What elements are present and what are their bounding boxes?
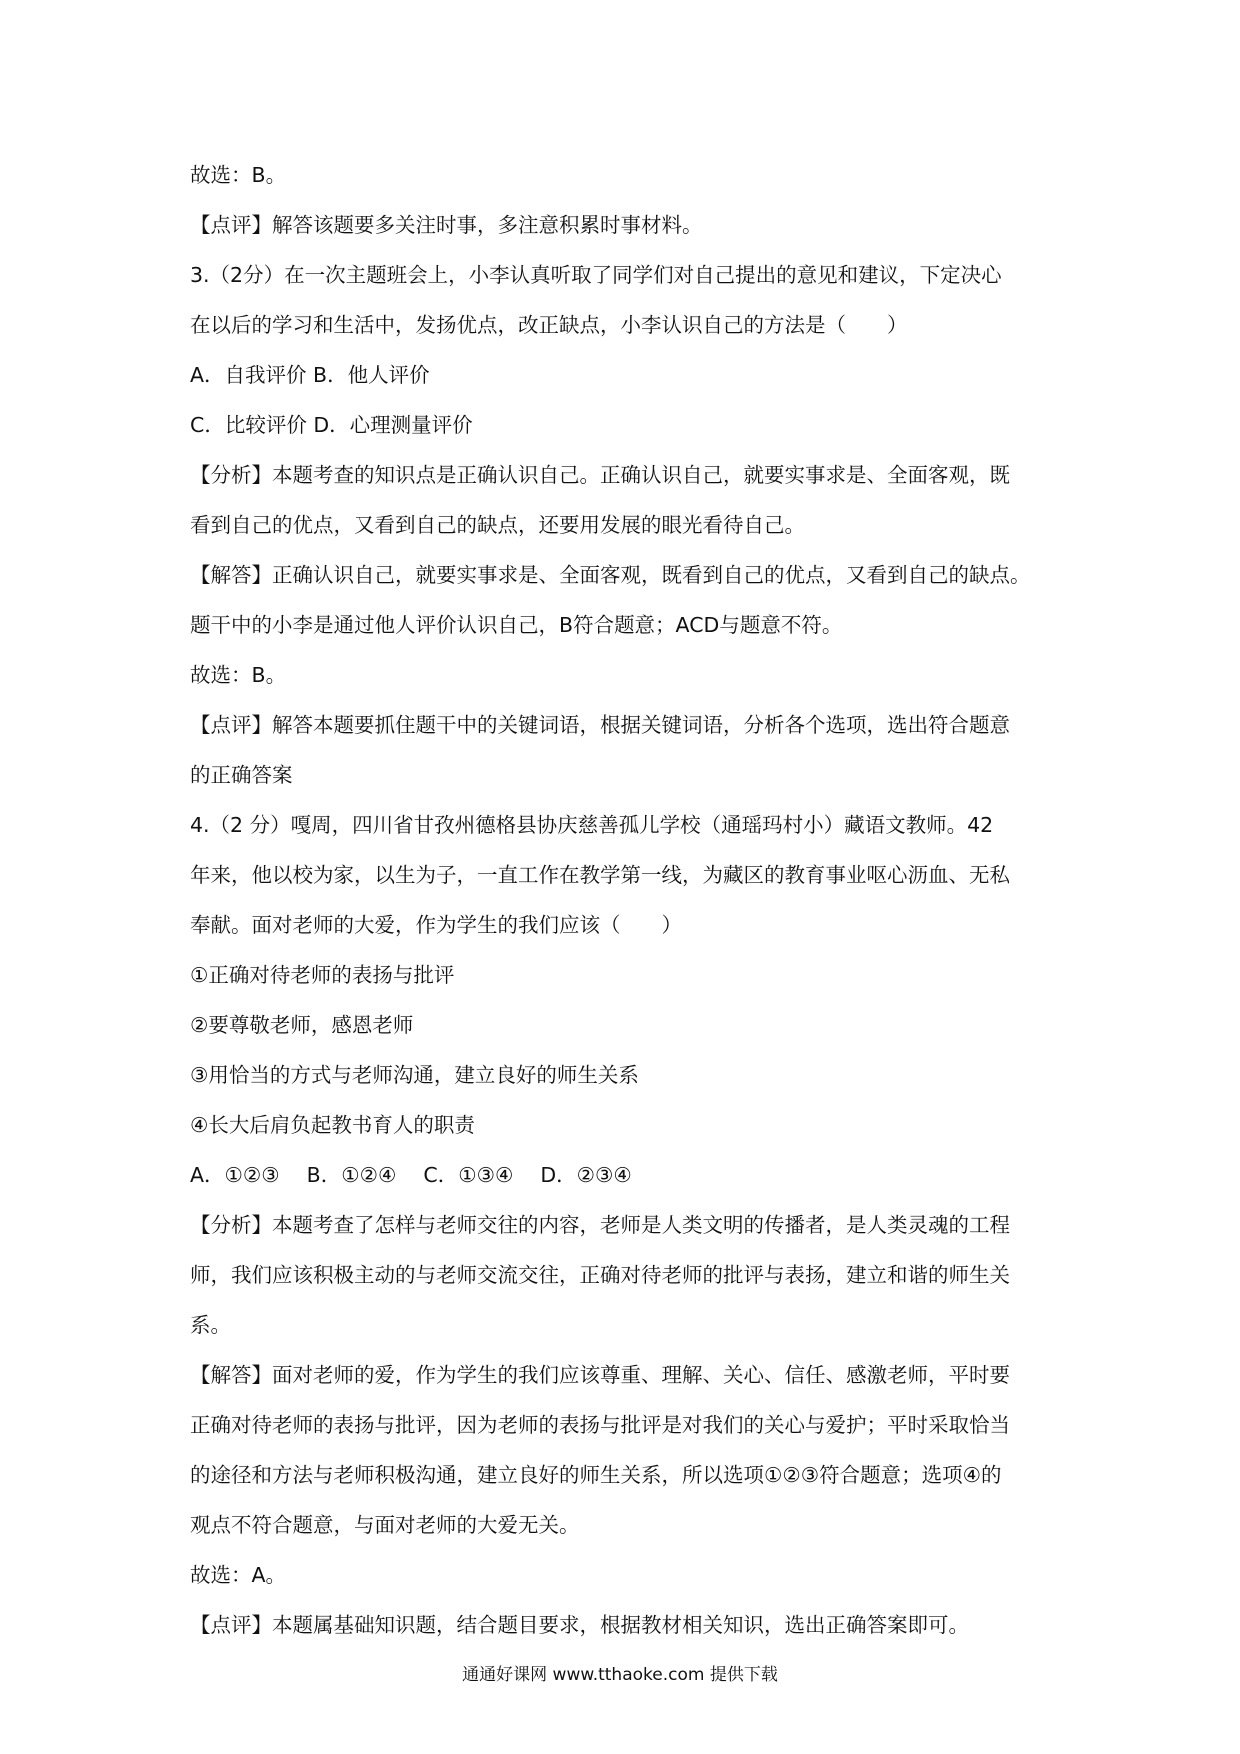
option-line: C．比较评价 D．心理测量评价 [190,413,473,437]
question-stem-line: 奉献。面对老师的大爱，作为学生的我们应该（ ） [190,913,682,937]
analysis-line: 【分析】本题考查了怎样与老师交往的内容，老师是人类文明的传播者，是人类灵魂的工程 [190,1213,1010,1237]
q3-analysis [190,450,1060,550]
q4-solution [190,1350,1060,1550]
q3-comment [190,700,1060,800]
solution-line: 【解答】面对老师的爱，作为学生的我们应该尊重、理解、关心、信任、感激老师，平时要 [190,1363,1010,1387]
analysis-line: 师，我们应该积极主动的与老师交流交往，正确对待老师的批评与表扬，建立和谐的师生关 [190,1263,1010,1287]
q3-stem [190,250,1060,350]
question-stem-line: 在以后的学习和生活中，发扬优点，改正缺点，小李认识自己的方法是（ ） [190,313,908,337]
q4-statement [190,1000,1060,1050]
statement-line: ①正确对待老师的表扬与批评 [190,963,455,987]
answer-line: 故选：B。 [190,163,287,187]
q3-answer [190,650,1060,700]
option-line: A．自我评价 B．他人评价 [190,363,430,387]
answer-line: 故选：A。 [190,1563,287,1587]
q4-statement [190,950,1060,1000]
question-stem-line: 3.（2分）在一次主题班会上，小李认真听取了同学们对自己提出的意见和建议，下定决心 [190,263,1002,287]
analysis-line: 【分析】本题考查的知识点是正确认识自己。正确认识自己，就要实事求是、全面客观，既 [190,463,1010,487]
question-stem-line: 年来，他以校为家，以生为子，一直工作在教学第一线，为藏区的教育事业呕心沥血、无私 [190,863,1010,887]
comment-line: 的正确答案 [190,763,293,787]
q3-option-row [190,350,1060,400]
analysis-line: 看到自己的优点，又看到自己的缺点，还要用发展的眼光看待自己。 [190,513,805,537]
statement-line: ④长大后肩负起教书育人的职责 [190,1113,475,1137]
comment-line: 【点评】解答该题要多关注时事，多注意积累时事材料。 [190,213,703,237]
q4-options [190,1150,1060,1200]
comment-line: 【点评】本题属基础知识题，结合题目要求，根据教材相关知识，选出正确答案即可。 [190,1613,969,1637]
q2-comment [190,200,1060,250]
q4-analysis [190,1200,1060,1350]
q3-solution [190,550,1060,650]
q4-statement [190,1050,1060,1100]
solution-line: 观点不符合题意，与面对老师的大爱无关。 [190,1513,580,1537]
statement-line: ②要尊敬老师，感恩老师 [190,1013,414,1037]
q4-stem [190,800,1060,950]
q4-answer [190,1550,1060,1600]
q4-statement [190,1100,1060,1150]
statement-line: ③用恰当的方式与老师沟通，建立良好的师生关系 [190,1063,639,1087]
solution-line: 题干中的小李是通过他人评价认识自己，B符合题意；ACD与题意不符。 [190,613,843,637]
q4-comment [190,1600,1060,1650]
q3-option-row [190,400,1060,450]
analysis-line: 系。 [190,1313,231,1337]
page-footer: 通通好课网 www.tthaoke.com 提供下载 [462,1665,778,1685]
answer-line: 故选：B。 [190,663,287,687]
solution-line: 正确对待老师的表扬与批评，因为老师的表扬与批评是对我们的关心与爱护；平时采取恰当 [190,1413,1010,1437]
q2-answer [190,150,1060,200]
solution-line: 的途径和方法与老师积极沟通，建立良好的师生关系，所以选项①②③符合题意；选项④的 [190,1463,1002,1487]
question-stem-line: 4.（2 分）嘎周，四川省甘孜州德格县协庆慈善孤儿学校（通瑶玛村小）藏语文教师。42 [190,813,994,837]
solution-line: 【解答】正确认识自己，就要实事求是、全面客观，既看到自己的优点，又看到自己的缺点。 [190,563,1031,587]
comment-line: 【点评】解答本题要抓住题干中的关键词语，根据关键词语，分析各个选项，选出符合题意 [190,713,1010,737]
option-line: A．①②③ B．①②④ C．①③④ D．②③④ [190,1163,632,1187]
